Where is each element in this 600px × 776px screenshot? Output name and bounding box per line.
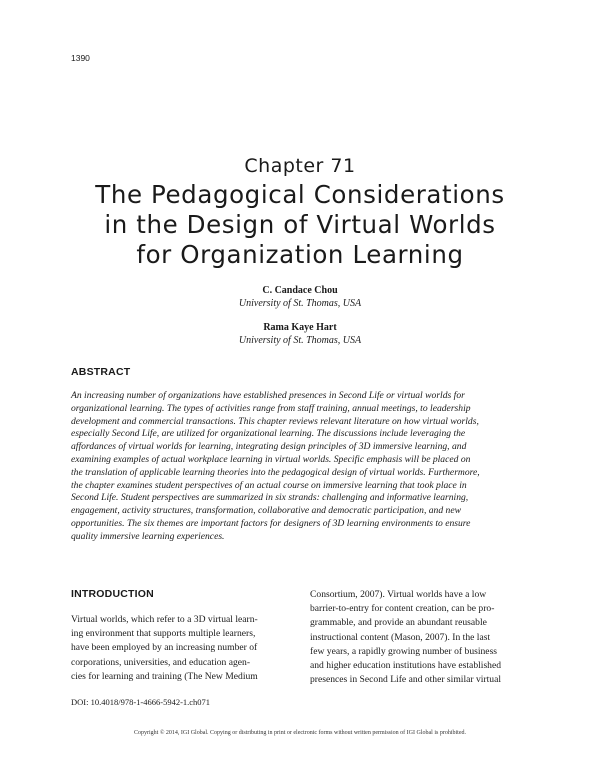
- abstract-line: the chapter examines student perspectives of an actual course on immersive learning that took place in: [71, 479, 467, 491]
- abstract-line: Second Life. Student perspectives are summarized in six strands: challenging and informative learning,: [71, 492, 469, 504]
- abstract-line: affordances of virtual worlds for learning, integrating design principles of 3D immersive learning, and: [71, 441, 467, 453]
- author-name: C. Candace Chou: [262, 285, 338, 296]
- body-line: instructional content (Mason, 2007). In the last: [310, 631, 491, 643]
- body-line: presences in Second Life and other similar virtual: [310, 674, 502, 686]
- abstract-line: opportunities. The six themes are important factors for designers of 3D learning environments to ensure: [71, 517, 471, 529]
- introduction-heading: INTRODUCTION: [71, 588, 154, 600]
- abstract-text: [71, 390, 529, 544]
- abstract-heading: ABSTRACT: [71, 366, 131, 378]
- author-block: [0, 284, 600, 310]
- title-line: for Organization Learning: [136, 240, 464, 269]
- body-line: and higher education institutions have established: [310, 660, 502, 672]
- copyright-notice: Copyright © 2014, IGI Global. Copying or distributing in print or electronic forms without written permission of IGI Global is prohibited.: [133, 730, 466, 736]
- body-line: have been employed by an increasing number of: [71, 642, 258, 654]
- doi: DOI: 10.4018/978-1-4666-5942-1.ch071: [71, 697, 211, 707]
- abstract-line: quality immersive learning experiences.: [71, 530, 225, 542]
- author-block: [0, 321, 600, 347]
- title-line: in the Design of Virtual Worlds: [104, 210, 496, 239]
- abstract-line: development and commercial transactions. This chapter reviews relevant literature on how virtual worlds,: [71, 415, 479, 427]
- introduction-left-column: [71, 613, 289, 684]
- page-number: 1390: [71, 53, 90, 63]
- abstract-line: engagement, activity structures, transformation, collaborative and democratic participation, and new: [71, 505, 462, 517]
- body-line: corporations, universities, and education agen-: [71, 656, 251, 668]
- author-affiliation: University of St. Thomas, USA: [238, 335, 362, 346]
- body-line: ing environment that supports multiple learners,: [71, 628, 256, 640]
- body-line: grammable, and provide an abundant reusable: [310, 617, 487, 629]
- abstract-line: the translation of applicable learning theories into the pedagogical design of virtual worlds. Furthermore,: [71, 466, 480, 478]
- abstract-line: especially Second Life, are utilized for organizational learning. The discussions include leveraging the: [71, 428, 466, 440]
- body-line: cies for learning and training (The New Medium: [71, 670, 258, 682]
- abstract-line: organizational learning. The types of activities range from staff training, annual meetings, to leadership: [71, 402, 471, 414]
- chapter-title: [60, 180, 540, 270]
- title-line: The Pedagogical Considerations: [95, 180, 505, 209]
- author-affiliation: University of St. Thomas, USA: [238, 298, 362, 309]
- author-name: Rama Kaye Hart: [263, 322, 337, 333]
- body-line: barrier-to-entry for content creation, can be pro-: [310, 603, 495, 615]
- abstract-line: examining examples of actual workplace learning in virtual worlds. Specific emphasis will be placed on: [71, 453, 471, 465]
- body-line: Virtual worlds, which refer to a 3D virtual learn-: [71, 614, 258, 625]
- chapter-label: Chapter 71: [244, 155, 356, 177]
- introduction-right-column: [310, 588, 528, 687]
- body-line: Consortium, 2007). Virtual worlds have a low: [310, 589, 487, 600]
- body-line: few years, a rapidly growing number of business: [310, 645, 498, 657]
- abstract-line: An increasing number of organizations have established presences in Second Life or virtual worlds for: [71, 390, 465, 401]
